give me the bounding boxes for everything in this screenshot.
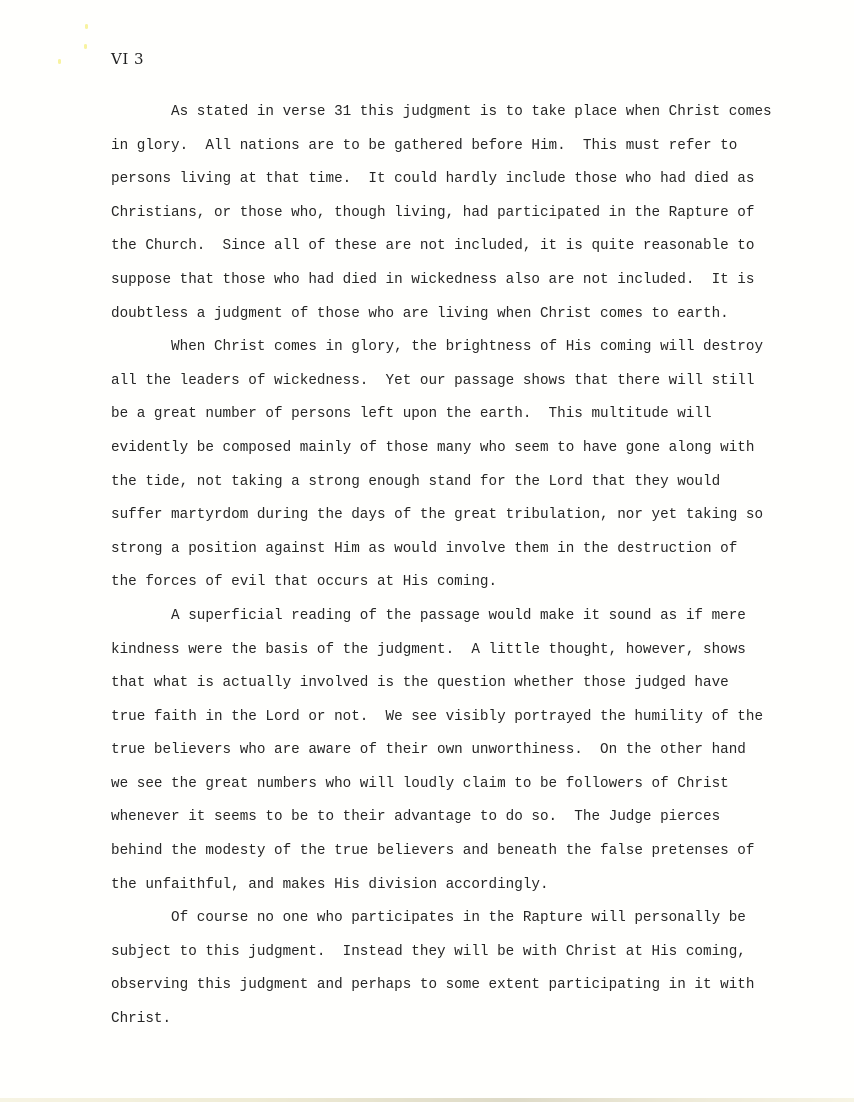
paper-speck (84, 44, 87, 49)
text-line: kindness were the basis of the judgment. A little thought, however, shows (111, 641, 746, 658)
text-line: behind the modesty of the true believers and beneath the false pretenses of (111, 843, 755, 860)
text-line: we see the great numbers who will loudly claim to be followers of Christ (111, 775, 729, 792)
text-line: be a great number of persons left upon the earth. This multitude will (111, 406, 712, 423)
text-line: true believers who are aware of their own unworthiness. On the other hand (111, 742, 746, 759)
paragraph-1 (111, 100, 772, 335)
paragraph-2 (111, 335, 764, 604)
paper-speck (58, 59, 61, 64)
text-line: the Church. Since all of these are not included, it is quite reasonable to (111, 238, 755, 255)
text-line: A superficial reading of the passage would make it sound as if mere (111, 607, 746, 624)
text-line: suppose that those who had died in wickedness also are not included. It is (111, 271, 755, 288)
text-line: When Christ comes in glory, the brightness of His coming will destroy (111, 339, 764, 356)
text-line: Of course no one who participates in the Rapture will personally be (111, 910, 746, 927)
text-line: observing this judgment and perhaps to some extent participating in it with (111, 977, 755, 994)
text-line: Christ. (111, 1011, 172, 1028)
text-line: persons living at that time. It could hardly include those who had died as (111, 171, 755, 188)
text-line: in glory. All nations are to be gathered before Him. This must refer to (111, 137, 738, 154)
document-body (111, 100, 772, 1041)
text-line: all the leaders of wickedness. Yet our passage shows that there will still (111, 372, 755, 389)
text-line: true faith in the Lord or not. We see visibly portrayed the humility of the (111, 708, 764, 725)
text-line: whenever it seems to be to their advantage to do so. The Judge pierces (111, 809, 721, 826)
paragraph-4 (111, 906, 755, 1040)
page-number: VI 3 (111, 50, 145, 68)
text-line: suffer martyrdom during the days of the great tribulation, nor yet taking so (111, 507, 764, 524)
text-line: Christians, or those who, though living, had participated in the Rapture of (111, 204, 755, 221)
text-line: doubtless a judgment of those who are living when Christ comes to earth. (111, 305, 729, 322)
text-line: As stated in verse 31 this judgment is to take place when Christ comes (111, 104, 772, 120)
text-line: that what is actually involved is the question whether those judged have (111, 675, 729, 692)
text-line: evidently be composed mainly of those many who seem to have gone along with (111, 439, 755, 456)
text-line: the forces of evil that occurs at His coming. (111, 574, 498, 591)
paper-speck (85, 24, 88, 29)
paper-bottom-edge (0, 1098, 854, 1102)
paragraph-3 (111, 604, 764, 906)
text-line: the unfaithful, and makes His division accordingly. (111, 876, 549, 893)
text-line: subject to this judgment. Instead they will be with Christ at His coming, (111, 943, 746, 960)
text-line: strong a position against Him as would involve them in the destruction of (111, 540, 738, 557)
text-line: the tide, not taking a strong enough stand for the Lord that they would (111, 473, 721, 490)
